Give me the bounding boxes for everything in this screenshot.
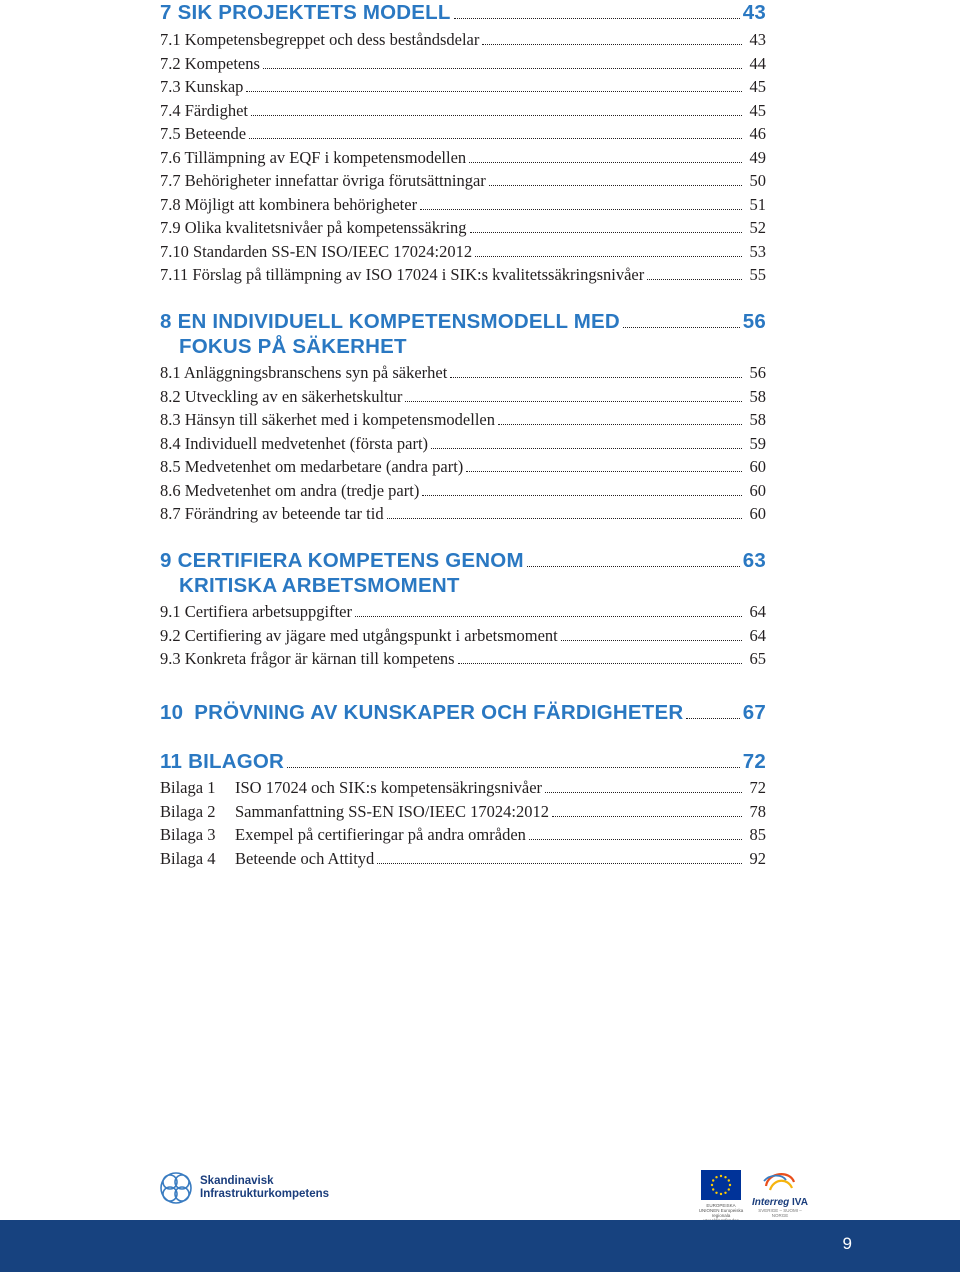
entry-title: ISO 17024 och SIK:s kompetensäkringsnivåer — [235, 778, 543, 797]
section-page: 43 — [742, 1, 766, 24]
section-title: PRÖVNING AV KUNSKAPER OCH FÄRDIGHETER — [194, 701, 684, 724]
entry-page: 51 — [749, 194, 766, 214]
entry-number: 7.6 — [160, 147, 181, 167]
interreg-name: Interreg — [752, 1197, 790, 1208]
entry-page: 52 — [749, 218, 766, 237]
section-heading[interactable] — [160, 0, 766, 25]
entry-number: 8.6 — [160, 480, 181, 500]
entry-page: 43 — [749, 30, 766, 49]
entry-title: Medvetenhet om medarbetare (andra part) — [184, 457, 464, 476]
entry-number: Bilaga 3 — [160, 825, 216, 844]
dot-leader — [623, 327, 740, 328]
entry-number: 7.4 — [160, 100, 181, 120]
entry-page: 92 — [749, 848, 766, 868]
toc-entry[interactable] — [160, 624, 766, 648]
dot-leader — [251, 115, 742, 116]
entry-number: 8.3 — [160, 410, 181, 429]
section-page: 56 — [742, 310, 766, 333]
entry-page: 65 — [749, 649, 766, 668]
dot-leader — [466, 471, 742, 472]
entry-number: 7.5 — [160, 124, 181, 143]
entry-title: Sammanfattning SS-EN ISO/IEEC 17024:2012 — [235, 801, 549, 821]
entry-page: 50 — [749, 171, 766, 190]
dot-leader — [647, 279, 742, 280]
section-title: CERTIFIERA KOMPETENS GENOM — [177, 549, 524, 572]
dot-leader — [545, 792, 742, 793]
section-page: 63 — [742, 549, 766, 572]
dot-leader — [458, 663, 742, 664]
toc-entry[interactable] — [160, 193, 766, 217]
section-number: 7 — [160, 1, 172, 24]
entry-title: Anläggningsbranschens syn på säkerhet — [183, 363, 448, 382]
entry-page: 59 — [749, 433, 766, 453]
entry-page: 85 — [749, 825, 766, 844]
entry-page: 44 — [749, 53, 766, 73]
toc-entry[interactable] — [160, 800, 766, 824]
entry-title: Utveckling av en säkerhetskultur — [184, 386, 403, 406]
entry-page: 58 — [749, 410, 766, 429]
entry-title: Beteende och Attityd — [235, 848, 375, 868]
page-number: 9 — [842, 1234, 852, 1253]
entry-number: Bilaga 2 — [160, 801, 216, 821]
entry-title: Beteende — [184, 124, 247, 143]
interreg-suffix: IVA — [792, 1197, 808, 1208]
section-heading[interactable] — [160, 548, 766, 598]
entry-number: Bilaga 4 — [160, 848, 216, 868]
entry-title: Olika kvalitetsnivåer på kompetenssäkring — [184, 218, 467, 237]
dot-leader — [489, 185, 742, 186]
toc-entry[interactable] — [160, 502, 766, 526]
toc-section-8 — [160, 309, 766, 526]
entry-page: 60 — [749, 457, 766, 476]
entry-number: 7.9 — [160, 218, 181, 237]
entry-number: 7.10 — [160, 241, 189, 261]
entry-title: Tillämpning av EQF i kompetensmodellen — [184, 147, 467, 167]
dot-leader — [287, 767, 740, 768]
toc-entry[interactable] — [160, 600, 766, 624]
entry-number: 7.8 — [160, 194, 181, 214]
entry-title: Medvetenhet om andra (tredje part) — [184, 480, 420, 500]
entry-title: Individuell medvetenhet (första part) — [184, 433, 429, 453]
entry-number: 8.5 — [160, 457, 181, 476]
logo-line-1: Skandinavisk — [200, 1175, 274, 1187]
sik-logo — [158, 1170, 329, 1206]
section-heading[interactable] — [160, 700, 766, 725]
toc-section-9 — [160, 548, 766, 671]
section-number: 9 — [160, 549, 172, 572]
entry-title: Hänsyn till säkerhet med i kompetensmodellen — [184, 410, 495, 429]
dot-leader — [355, 616, 742, 617]
entry-page: 58 — [749, 386, 766, 406]
toc-entry[interactable] — [160, 408, 766, 432]
entry-number: 7.1 — [160, 30, 181, 49]
toc-entry[interactable] — [160, 146, 766, 170]
entry-page: 46 — [749, 124, 766, 143]
section-title-line2: KRITISKA ARBETSMOMENT — [179, 574, 460, 597]
toc-entry[interactable] — [160, 776, 766, 800]
dot-leader — [454, 18, 740, 19]
section-number: 11 — [160, 750, 183, 773]
entry-page: 45 — [749, 100, 766, 120]
entry-title: Kompetens — [184, 53, 260, 73]
entry-page: 56 — [749, 363, 766, 382]
entry-title: Möjligt att kombinera behörigheter — [184, 194, 418, 214]
entry-page: 45 — [749, 77, 766, 96]
dot-leader — [469, 162, 742, 163]
interreg-swirl-icon — [760, 1168, 800, 1194]
section-page: 67 — [742, 701, 766, 724]
toc-entry[interactable] — [160, 28, 766, 52]
section-title-line2: FOKUS PÅ SÄKERHET — [179, 335, 407, 358]
entry-page: 60 — [749, 504, 766, 523]
section-heading[interactable] — [160, 749, 766, 774]
dot-leader — [470, 232, 742, 233]
dot-leader — [686, 718, 739, 719]
toc-entry[interactable] — [160, 432, 766, 456]
toc-entry[interactable] — [160, 99, 766, 123]
dot-leader — [552, 816, 742, 817]
entry-title: Färdighet — [184, 100, 248, 120]
entry-number: 8.2 — [160, 386, 181, 406]
entry-title: Konkreta frågor är kärnan till kompetens — [184, 649, 455, 668]
toc-section-10 — [160, 700, 766, 725]
toc-entry[interactable] — [160, 361, 766, 385]
toc-section-7 — [160, 0, 766, 287]
entry-number: 9.3 — [160, 649, 181, 668]
toc-entry[interactable] — [160, 385, 766, 409]
entry-title: Behörigheter innefattar övriga förutsättningar — [184, 171, 486, 190]
entry-number: 9.2 — [160, 625, 181, 645]
entry-page: 64 — [749, 602, 766, 621]
eu-flag-icon — [701, 1170, 741, 1200]
toc-section-11 — [160, 749, 766, 870]
section-heading[interactable] — [160, 309, 766, 359]
sik-knot-icon — [158, 1170, 194, 1206]
entry-number: Bilaga 1 — [160, 778, 216, 797]
dot-leader — [246, 91, 742, 92]
entry-page: 64 — [749, 625, 766, 645]
dot-leader — [431, 448, 742, 449]
entry-page: 78 — [749, 801, 766, 821]
section-page: 72 — [742, 750, 766, 773]
entry-title: Certifiera arbetsuppgifter — [184, 602, 352, 621]
toc-entry[interactable] — [160, 75, 766, 99]
toc-entry[interactable] — [160, 169, 766, 193]
footer-band — [0, 1220, 960, 1272]
entry-page: 53 — [749, 241, 766, 261]
dot-leader — [482, 44, 742, 45]
dot-leader — [249, 138, 742, 139]
interreg-logo — [752, 1168, 808, 1218]
dot-leader — [263, 68, 742, 69]
dot-leader — [377, 863, 742, 864]
entry-title: Exempel på certifieringar på andra områden — [235, 825, 526, 844]
section-title: BILAGOR — [188, 750, 285, 773]
toc-entry[interactable] — [160, 847, 766, 871]
dot-leader — [561, 640, 742, 641]
toc-entry[interactable] — [160, 52, 766, 76]
section-number: 8 — [160, 310, 172, 333]
dot-leader — [529, 839, 742, 840]
dot-leader — [387, 518, 742, 519]
interreg-subtitle: SVERIGE – SUOMI – NORGE — [758, 1208, 802, 1218]
page-footer — [0, 1160, 960, 1272]
section-title: SIK PROJEKTETS MODELL — [177, 1, 451, 24]
dot-leader — [498, 424, 742, 425]
dot-leader — [475, 256, 742, 257]
entry-title: Kompetensbegreppet och dess beståndsdelar — [184, 30, 480, 49]
entry-page: 55 — [749, 265, 766, 284]
eu-caption: EUROPEISKA UNIONEN Europeiska regionala — [698, 1203, 744, 1218]
toc-entry[interactable] — [160, 647, 766, 671]
entry-number: 7.11 — [160, 265, 189, 284]
entry-number: 8.1 — [160, 363, 181, 382]
entry-page: 60 — [749, 480, 766, 500]
entry-number: 7.3 — [160, 77, 181, 96]
dot-leader — [405, 401, 742, 402]
dot-leader — [450, 377, 742, 378]
entry-number: 7.7 — [160, 171, 181, 190]
entry-page: 72 — [749, 778, 766, 797]
toc-entry[interactable] — [160, 479, 766, 503]
dot-leader — [420, 209, 742, 210]
entry-title: Kunskap — [184, 77, 244, 96]
toc-entry[interactable] — [160, 455, 766, 479]
entry-number: 9.1 — [160, 602, 181, 621]
entry-title: Förslag på tillämpning av ISO 17024 i SIK:s kvalitetssäkringsnivåer — [192, 265, 645, 284]
entry-page: 49 — [749, 147, 766, 167]
entry-title: Standarden SS-EN ISO/IEEC 17024:2012 — [193, 241, 473, 261]
toc-entry[interactable] — [160, 263, 766, 287]
entry-number: 8.7 — [160, 504, 181, 523]
section-number: 10 — [160, 701, 184, 724]
entry-number: 7.2 — [160, 53, 181, 73]
section-title: EN INDIVIDUELL KOMPETENSMODELL MED — [177, 310, 620, 333]
dot-leader — [422, 495, 742, 496]
dot-leader — [527, 566, 740, 567]
logo-line-2: Infrastrukturkompetens — [200, 1188, 330, 1200]
toc-entry[interactable] — [160, 823, 766, 847]
toc-entry[interactable] — [160, 122, 766, 146]
toc-entry[interactable] — [160, 240, 766, 264]
entry-title: Förändring av beteende tar tid — [184, 504, 384, 523]
toc-entry[interactable] — [160, 216, 766, 240]
entry-title: Certifiering av jägare med utgångspunkt i arbetsmoment — [184, 625, 558, 645]
entry-number: 8.4 — [160, 433, 181, 453]
